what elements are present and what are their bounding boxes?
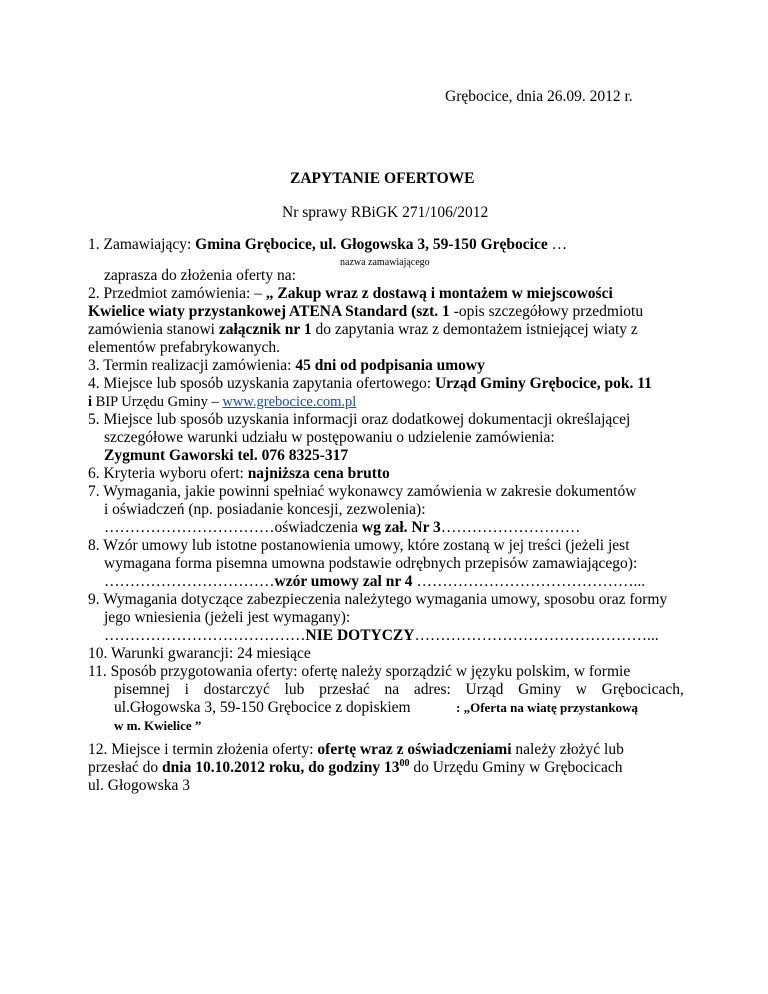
item-7-line-3 — [104, 519, 580, 537]
item-1-dots: … — [547, 236, 568, 253]
item-2-line-4: elementów prefabrykowanych. — [88, 339, 280, 356]
w3: dostarczyć — [203, 681, 270, 698]
item-11-annotation: : „Oferta na wiatę przystankową — [456, 700, 638, 715]
item-2-text-c: zamówienia stanowi — [88, 321, 219, 338]
item-5-line-2: szczegółowe warunki udziału w postępowaniu o udzielenie zamówienia: — [104, 429, 555, 446]
item-12-line-1 — [88, 741, 624, 759]
w8: Urząd — [465, 681, 504, 698]
item-2-subject-b: Kwielice wiaty przystankowej ATENA Standard (szt. 1 — [88, 303, 450, 320]
case-number: Nr sprawy RBiGK 271/106/2012 — [282, 204, 489, 221]
w10: w — [575, 681, 587, 698]
item-2-prefix: 2. Przedmiot zamówienia: – — [88, 285, 266, 302]
w6: na — [384, 681, 400, 698]
item-8-line-3 — [104, 573, 645, 591]
bip-link[interactable]: www.grebocice.com.pl — [222, 394, 357, 410]
item-12-text: należy złożyć lub — [511, 741, 624, 758]
item-4-i: i — [88, 394, 93, 410]
item-8-dots-a: …………………………… — [104, 573, 275, 590]
item-11-line-2 — [114, 681, 684, 699]
w4: lub — [284, 681, 305, 698]
ordering-party: Gmina Grębocice, ul. Głogowska 3, 59-150 Grębocice — [195, 236, 548, 253]
item-7-line-1: 7. Wymagania, jakie powinni spełniać wykonawcy zamówienia w zakresie dokumentów — [88, 483, 637, 500]
item-12-b-text: przesłać do — [88, 759, 163, 776]
item-7-line-2: i oświadczeń (np. posiadanie koncesji, zezwolenia): — [104, 501, 426, 518]
item-3 — [88, 357, 485, 375]
item-12-b-tail: do Urzędu Gminy w Grębocicach — [409, 759, 623, 776]
item-3-prefix: 3. Termin realizacji zamówienia: — [88, 357, 296, 374]
item-10: 10. Warunki gwarancji: 24 miesiące — [88, 645, 311, 662]
item-9-line-2: jego wniesienia (jeżeli jest wymagany): — [104, 609, 351, 626]
item-12-line-3: ul. Głogowska 3 — [88, 777, 191, 794]
item-4-place: Urząd Gminy Grębocice, pok. 11 — [434, 375, 652, 392]
item-11-address: ul.Głogowska 3, 59-150 Grębocice z dopiskiem — [114, 699, 411, 716]
item-8-dots-b: ……………………………………... — [412, 573, 646, 590]
item-12-line-2 — [88, 759, 623, 779]
item-12-minutes: 00 — [399, 758, 410, 769]
item-6-criterion: najniższa cena brutto — [247, 465, 390, 482]
item-12-deadline: dnia 10.10.2012 roku, do godziny 13 — [162, 759, 400, 776]
item-9-line-3 — [104, 627, 659, 645]
item-4-bip: BIP Urzędu Gminy – — [92, 394, 223, 410]
item-4-line-2 — [88, 393, 356, 411]
date-line: Grębocice, dnia 26.09. 2012 r. — [445, 88, 633, 105]
w7: adres: — [413, 681, 451, 698]
item-11-line-4: w m. Kwielice ” — [114, 718, 202, 733]
w2: i — [184, 681, 189, 698]
item-3-deadline: 45 dni od podpisania umowy — [295, 357, 485, 374]
w5: przesłać — [319, 681, 370, 698]
item-12-offer: ofertę wraz z oświadczeniami — [317, 741, 512, 758]
item-2-attachment: załącznik nr 1 — [218, 321, 312, 338]
item-5-line-1: 5. Miejsce lub sposób uzyskania informacji oraz dodatkowej dokumentacji określającej — [88, 411, 631, 428]
item-8-line-2: wymagana forma pisemna umowna podstawie odrębnych przepisów zamawiającego): — [104, 555, 638, 572]
w11: Grębocicach, — [601, 681, 684, 698]
w1: pisemnej — [114, 681, 170, 698]
ordering-party-caption: nazwa zamawiającego — [340, 257, 430, 268]
item-2-text-b: -opis szczegółowy przedmiotu — [449, 303, 644, 320]
item-2-line-2 — [88, 303, 643, 321]
w9: Gminy — [518, 681, 562, 698]
item-11-line-1: 11. Sposób przygotowania oferty: ofertę należy sporządzić w języku polskim, w formie — [88, 663, 631, 680]
item-1-prefix: 1. Zamawiający: — [88, 236, 196, 253]
item-12-prefix: 12. Miejsce i termin złożenia oferty: — [88, 741, 318, 758]
item-9-dots-b: ………………………………………... — [414, 627, 659, 644]
item-9-dots-a: ………………………………… — [104, 627, 306, 644]
item-7-attachment: wg zał. Nr 3 — [361, 519, 441, 536]
contact-person: Zygmunt Gaworski tel. 076 8325-317 — [104, 447, 349, 464]
item-4-line-1 — [88, 375, 652, 393]
item-9-line-1: 9. Wymagania dotyczące zabezpieczenia należytego wymagania umowy, sposobu oraz formy — [88, 591, 668, 608]
item-2-line-3 — [88, 321, 638, 339]
item-7-text: oświadczenia — [274, 519, 362, 536]
item-4-prefix: 4. Miejsce lub sposób uzyskania zapytania ofertowego: — [88, 375, 435, 392]
item-8-attachment: wzór umowy zal nr 4 — [274, 573, 413, 590]
item-9-not-applicable: NIE DOTYCZY — [305, 627, 415, 644]
item-6-prefix: 6. Kryteria wyboru ofert: — [88, 465, 248, 482]
document-title: ZAPYTANIE OFERTOWE — [290, 170, 475, 187]
item-1 — [88, 236, 567, 254]
item-2-subject-a: „ Zakup wraz z dostawą i montażem w miejscowości — [265, 285, 613, 302]
item-6 — [88, 465, 390, 483]
item-2-text-c2: do zapytania wraz z demontażem istniejącej wiaty z — [311, 321, 638, 338]
item-7-dots-a: …………………………… — [104, 519, 275, 536]
invitation-line: zaprasza do złożenia oferty na: — [104, 267, 296, 284]
item-8-line-1: 8. Wzór umowy lub istotne postanowienia umowy, które zostaną w jej treści (jeżeli jest — [88, 537, 630, 554]
item-2-line-1 — [88, 285, 613, 303]
item-11-line-3 — [114, 699, 411, 717]
item-7-dots-b: ……………………… — [440, 519, 581, 536]
